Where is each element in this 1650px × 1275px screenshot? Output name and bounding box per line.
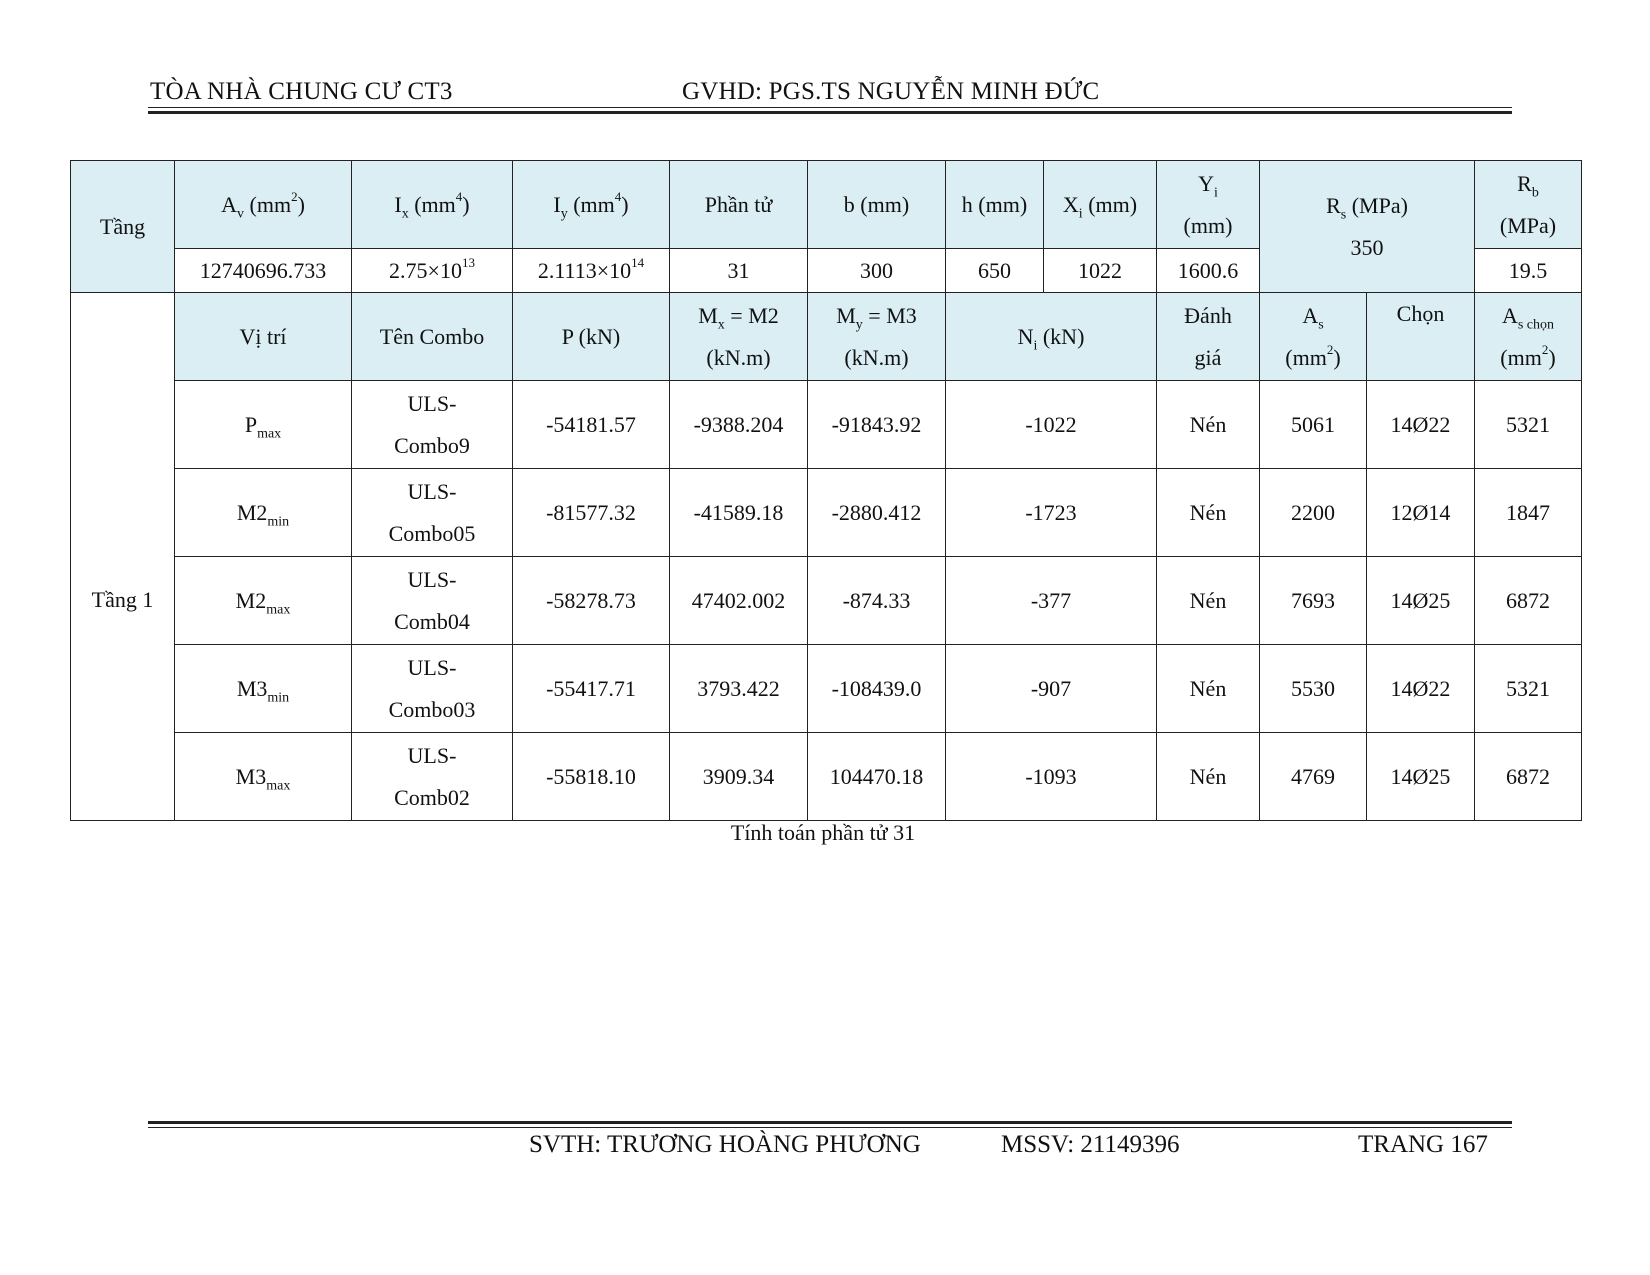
my-cell: -108439.0 (808, 645, 946, 733)
av-value: 12740696.733 (175, 249, 352, 293)
h-header: h (mm) (946, 161, 1044, 249)
footer-rule-thick (148, 1121, 1512, 1124)
danhgia-header: Đánh giá (1157, 293, 1260, 381)
av-header: $A_v$ $(mm^2)$ (175, 161, 352, 249)
aschon-cell: 1847 (1475, 469, 1582, 557)
eval-cell: Nén (1157, 557, 1260, 645)
page-number: TRANG 167 (1358, 1131, 1488, 1158)
as-cell: 5061 (1260, 381, 1367, 469)
my-cell: -2880.412 (808, 469, 946, 557)
yi-header: $Y_i$ (mm) (1157, 161, 1260, 249)
my-header: $M_y = M3$ (kN.m) (808, 293, 946, 381)
eval-cell: Nén (1157, 469, 1260, 557)
ni-cell: -377 (946, 557, 1157, 645)
chon-cell: 14Ø25 (1367, 557, 1475, 645)
table-row (71, 381, 1582, 469)
position-cell: $M2_{min}$ (175, 469, 352, 557)
as-cell: 2200 (1260, 469, 1367, 557)
p-cell: -81577.32 (513, 469, 670, 557)
floor-spacer (71, 293, 175, 381)
chon-cell: 12Ø14 (1367, 469, 1475, 557)
position-cell: $M3_{min}$ (175, 645, 352, 733)
as-header: $A_s$ $(mm^2)$ (1260, 293, 1367, 381)
as-cell: 7693 (1260, 557, 1367, 645)
mx-cell: 3909.34 (670, 733, 808, 821)
position-cell: $M3_{max}$ (175, 733, 352, 821)
aschon-cell: 5321 (1475, 645, 1582, 733)
advisor-name: GVHD: PGS.TS NGUYỄN MINH ĐỨC (682, 78, 1100, 105)
footer-rule-thin (148, 1127, 1512, 1128)
rs-value: 350 (1350, 234, 1384, 260)
phantu-header: Phần tử (670, 161, 808, 249)
ni-cell: -1022 (946, 381, 1157, 469)
student-name: SVTH: TRƯƠNG HOÀNG PHƯƠNG (529, 1131, 921, 1158)
xi-value: 1022 (1044, 249, 1157, 293)
mx-cell: 3793.422 (670, 645, 808, 733)
aschon-header: $A_{s chọn}$ $(mm^2)$ (1475, 293, 1582, 381)
mx-cell: 47402.002 (670, 557, 808, 645)
tencombo-header: Tên Combo (352, 293, 513, 381)
chon-cell: 14Ø22 (1367, 381, 1475, 469)
aschon-cell: 6872 (1475, 733, 1582, 821)
h-value: 650 (946, 249, 1044, 293)
p-cell: -55818.10 (513, 733, 670, 821)
my-cell: -91843.92 (808, 381, 946, 469)
table-row (71, 645, 1582, 733)
tang-header: Tầng (71, 161, 175, 293)
iy-header: $I_y$ $(mm^4)$ (513, 161, 670, 249)
eval-cell: Nén (1157, 645, 1260, 733)
ni-cell: -907 (946, 645, 1157, 733)
ix-value: $2.75\times 10^{13}$ (352, 249, 513, 293)
rb-value: 19.5 (1475, 249, 1582, 293)
page-footer (0, 1131, 1650, 1171)
mx-cell: -41589.18 (670, 469, 808, 557)
table-row (71, 469, 1582, 557)
aschon-cell: 5321 (1475, 381, 1582, 469)
my-cell: 104470.18 (808, 733, 946, 821)
iy-value: $2.1113\times 10^{14}$ (513, 249, 670, 293)
combo-cell: ULS- Combo03 (352, 645, 513, 733)
header-rule-thin (148, 107, 1512, 108)
rs-header: $R_s$ (MPa) 350 (1260, 161, 1475, 293)
page-header (150, 72, 1510, 112)
project-title: TÒA NHÀ CHUNG CƯ CT3 (150, 78, 453, 105)
p-cell: -58278.73 (513, 557, 670, 645)
my-cell: -874.33 (808, 557, 946, 645)
phantu-value: 31 (670, 249, 808, 293)
ni-cell: -1093 (946, 733, 1157, 821)
as-cell: 4769 (1260, 733, 1367, 821)
student-id: MSSV: 21149396 (1001, 1131, 1180, 1158)
b-value: 300 (808, 249, 946, 293)
position-cell: $P_{max}$ (175, 381, 352, 469)
position-cell: $M2_{max}$ (175, 557, 352, 645)
combo-cell: ULS- Combo9 (352, 381, 513, 469)
p-cell: -54181.57 (513, 381, 670, 469)
mx-cell: -9388.204 (670, 381, 808, 469)
combo-cell: ULS- Comb04 (352, 557, 513, 645)
combo-cell: ULS- Combo05 (352, 469, 513, 557)
table-row (71, 557, 1582, 645)
xi-header: $X_i$ (mm) (1044, 161, 1157, 249)
table-row (71, 733, 1582, 821)
chon-cell: 14Ø25 (1367, 733, 1475, 821)
ix-header: $I_x$ $(mm^4)$ (352, 161, 513, 249)
header-rule-thick (148, 111, 1512, 114)
p-cell: -55417.71 (513, 645, 670, 733)
as-cell: 5530 (1260, 645, 1367, 733)
floor-cell: Tầng 1 (71, 381, 175, 821)
combo-cell: ULS- Comb02 (352, 733, 513, 821)
aschon-cell: 6872 (1475, 557, 1582, 645)
yi-value: 1600.6 (1157, 249, 1260, 293)
b-header: b (mm) (808, 161, 946, 249)
eval-cell: Nén (1157, 733, 1260, 821)
mx-header: $M_x = M2$ (kN.m) (670, 293, 808, 381)
eval-cell: Nén (1157, 381, 1260, 469)
ni-cell: -1723 (946, 469, 1157, 557)
vitri-header: Vị trí (175, 293, 352, 381)
p-header: P (kN) (513, 293, 670, 381)
column-calculation-table (70, 160, 1582, 821)
ni-header: $N_i$ (kN) (946, 293, 1157, 381)
table-caption: Tính toán phần tử 31 (730, 820, 916, 845)
chon-header: Chọn (1367, 293, 1475, 381)
chon-cell: 14Ø22 (1367, 645, 1475, 733)
rb-header: $R_b$ (MPa) (1475, 161, 1582, 249)
